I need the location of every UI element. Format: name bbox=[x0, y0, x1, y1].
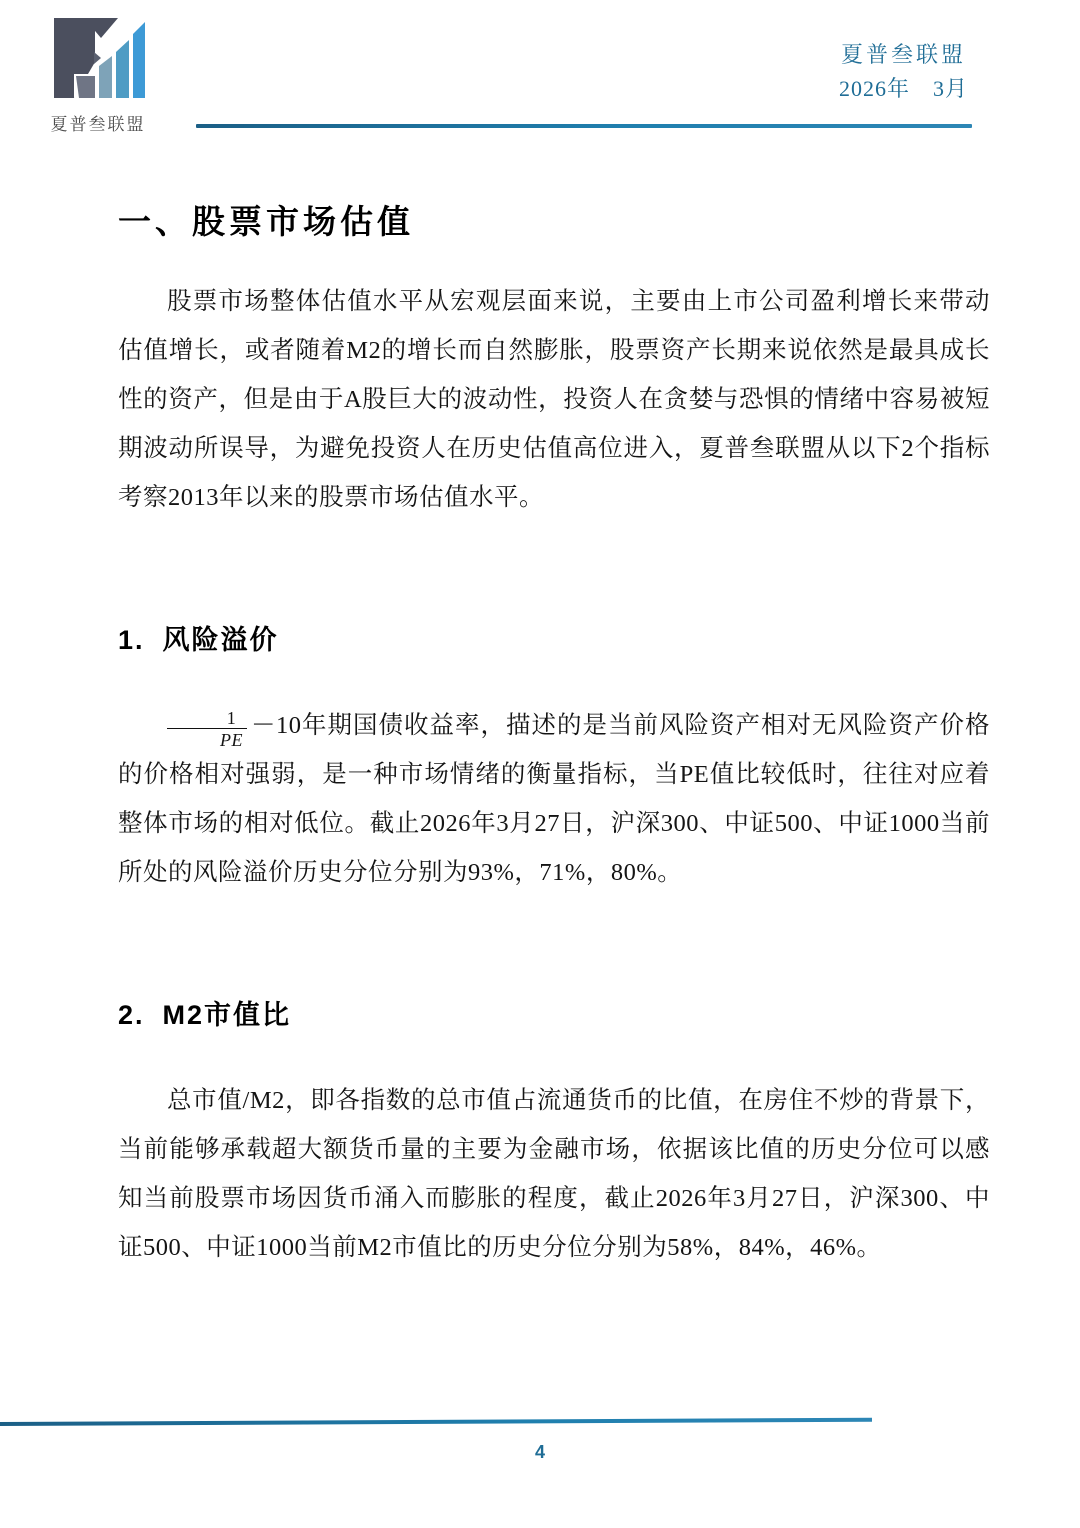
spacer bbox=[118, 657, 990, 701]
header-organization: 夏普叁联盟 bbox=[840, 42, 966, 67]
subsection-heading-1 bbox=[118, 618, 990, 657]
risk-premium-body: －10年期国债收益率，描述的是当前风险资产相对无风险资产价格的价格相对强弱，是一种市场情绪的衡量指标，当PE值比较低时，往往对应着整体市场的相对低位。截止2026年3月27日，沪深300、中证500、中证1000当前所处的风险溢价历史分位分别为93%，71%，80%。 bbox=[118, 712, 990, 886]
subsection-title-2: M2市值比 bbox=[162, 1000, 292, 1030]
page-header bbox=[0, 0, 1080, 160]
spacer bbox=[118, 522, 990, 618]
document-content bbox=[118, 196, 990, 1272]
brand-block bbox=[18, 12, 178, 135]
header-divider bbox=[196, 124, 972, 128]
spacer bbox=[118, 897, 990, 993]
footer-divider bbox=[0, 1418, 872, 1426]
fraction-denominator: PE bbox=[220, 730, 243, 751]
header-meta bbox=[839, 38, 968, 106]
brand-caption: 夏普叁联盟 bbox=[50, 115, 146, 134]
spacer bbox=[118, 1032, 990, 1076]
risk-premium-paragraph bbox=[118, 701, 990, 897]
intro-paragraph: 股票市场整体估值水平从宏观层面来说，主要由上市公司盈利增长来带动估值增长，或者随着M2的增长而自然膨胀，股票资产长期来说依然是最具成长性的资产，但是由于A股巨大的波动性，投资人在贪婪与恐惧的情绪中容易被短期波动所误导，为避免投资人在历史估值高位进入，夏普叁联盟从以下2个指标考察2013年以来的股票市场估值水平。 bbox=[118, 288, 990, 511]
page-number: 4 bbox=[534, 1442, 545, 1462]
subsection-title-1: 风险溢价 bbox=[162, 625, 279, 655]
header-date: 2026年 3月 bbox=[838, 76, 968, 102]
subsection-heading-2 bbox=[118, 993, 990, 1032]
subsection-number-1: 1. bbox=[118, 625, 145, 655]
sharp-alliance-logo-icon bbox=[48, 12, 148, 104]
page-title: 一、股票市场估值 bbox=[118, 205, 414, 241]
page-footer bbox=[0, 1378, 1080, 1528]
m2-ratio-paragraph: 总市值/M2，即各指数的总市值占流通货币的比值，在房住不炒的背景下，当前能够承载超大额货币量的主要为金融市场，依据该比值的历史分位可以感知当前股票市场因货币涌入而膨胀的程度，截止2026年3月27日，沪深300、中证500、中证1000当前M2市值比的历史分位分别为58%，84%，46%。 bbox=[118, 1087, 990, 1261]
pe-fraction bbox=[167, 709, 247, 749]
fraction-numerator: 1 bbox=[167, 709, 247, 729]
subsection-number-2: 2. bbox=[118, 1000, 145, 1030]
